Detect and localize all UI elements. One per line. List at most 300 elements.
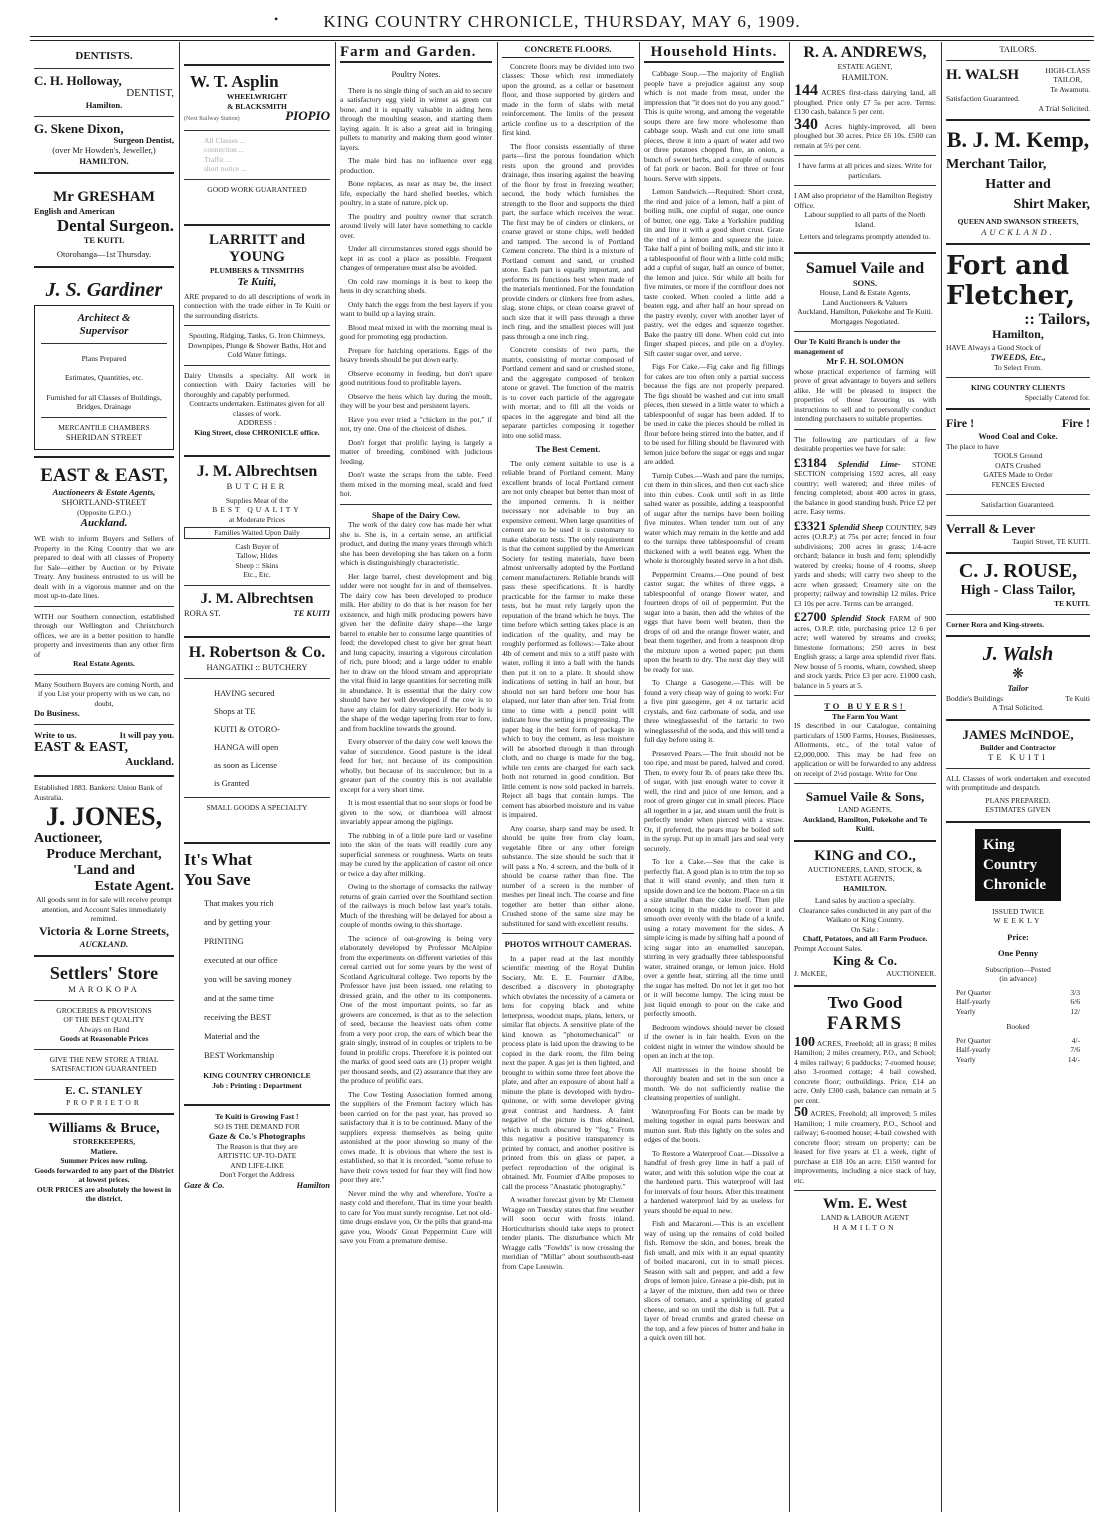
household-paragraph: Peppermint Creams.—One pound of best castor sugar, the whites of three eggs, a tablespoonful of orange flower water, and fourteen drops of oil of peppermint. Put the sugar into a basin, then add the whites of the eggs that have been well beaten, then the drops of oil and the orange flower water, and beat them together, and from a teaspoon drop the mixture upon a wetted paper; put them upon the hearth to dry. The next day they will be ready for use. — [644, 569, 784, 674]
gardiner-name: J. S. Gardiner — [45, 278, 163, 301]
east-role: Auctioneers & Estate Agents, — [52, 486, 156, 497]
vaile-role2: Land Auctioneers & Valuers — [822, 297, 908, 307]
poultry-paragraph: The poultry and poultry owner that scratch around lively will later have something to cackle over. — [340, 211, 492, 240]
walsh-role1: HIGH-CLASS — [1045, 65, 1090, 75]
buyers-sub: The Farm You Want — [832, 711, 898, 721]
dairy-paragraph: Every observer of the dairy cow well knows the value of succulence. Good pasture is the ideal feed for her, not because of its composition wholly, but because of its succulence; but in a greater part of the country this is not available except for a very short time. — [340, 737, 492, 794]
poultry-paragraph: Prepare for hatching operations. Eggs of the heavy breeds should be put down early. — [340, 345, 492, 364]
rate-period: Yearly — [956, 1054, 976, 1064]
gresham-note: Otorohanga—1st Thursday. — [56, 249, 152, 259]
rate-price: 6/6 — [1070, 997, 1080, 1006]
rouse-town: TE KUITI. — [1054, 599, 1090, 608]
dixon-town: HAMILTON. — [79, 155, 129, 166]
cement-article — [502, 459, 634, 929]
rate-period: Per Quarter — [956, 1035, 991, 1045]
robertson-body-lines — [214, 684, 330, 792]
farm2-body: ACRES, Freehold; all improved; 5 miles Hamilton; 1 mile creamery, P.O., School and railway; 6-roomed house; 4-bail cowshed with concrete floor; stream on property; can be leased for five years at £1 a week, right of purchase at £18 10s an acre. £150 wanted for improvements, including a nice stack of hay, etc. — [794, 1109, 936, 1185]
issued-label: ISSUED TWICE — [992, 906, 1044, 916]
andrews-l2: Acres highly-improved, all been ploughed but 30 acres. Price £6 10s. £500 can remain at 5½ per cent. — [794, 121, 936, 150]
poultry-paragraph: Under all circumstances stored eggs should be kept in as cool a place as possible. Frequent changes of temperature must also be avoided. — [340, 244, 492, 272]
ad-larritt — [184, 232, 330, 437]
save-body-line: and by getting your — [204, 917, 271, 927]
fort-line1: Fort and — [946, 251, 1070, 281]
ad-andrews — [794, 44, 936, 242]
ad-fort-fletcher — [946, 251, 1090, 402]
price-label: Price: — [1007, 931, 1029, 942]
wb-role: STOREKEEPERS, — [72, 1137, 136, 1146]
ad-h-walsh — [946, 66, 1090, 114]
save-body-lines — [204, 894, 330, 1065]
settlers-l5: GIVE THE NEW STORE A TRIAL — [49, 1054, 159, 1064]
walsh-name: H. WALSH — [946, 66, 1020, 83]
stanley-role: PROPRIETOR — [66, 1097, 142, 1107]
kcc-line2: Country — [983, 856, 1038, 873]
column-3 — [336, 42, 496, 1512]
established-note: Established 1883. Bankers: Union Bank of Australia. — [34, 783, 163, 802]
photos-paragraph: A weather forecast given by Mr Clement Wragge on Tuesday states that fine weather will soon occur with frosts inland. Horticulturists should take steps to protect tender plants. The disturbance which Mr Wragge calls "Fowlds" is now crossing the meridian of "Millar" about southsouth-east from Cape Leeuwin. — [502, 1195, 634, 1271]
settlers-l3: Always on Hand — [78, 1024, 130, 1034]
section-farm-garden: Farm and Garden. — [340, 44, 492, 63]
vaile-branch: Our Te Kuiti Branch is under the management of — [794, 337, 901, 356]
holloway-town: Hamilton. — [85, 100, 123, 110]
vaile2-towns: Auckland, Hamilton, Pukekohe and Te Kuiti. — [802, 814, 928, 833]
gresham-role: Dental Surgeon. — [56, 215, 174, 235]
rate-period: Half-yearly — [956, 1045, 991, 1054]
ad-williams-bruce — [34, 1121, 174, 1204]
gardiner-role1: Architect & — [77, 311, 131, 324]
asplin-name: W. T. Asplin — [190, 72, 279, 91]
albrechtsen-name: J. M. Albrechtsen — [196, 463, 318, 480]
household-paragraph: Waterproofing For Boots can be made by melting together in equal parts beeswax and mutton suet. Rub this lightly on the soles and edges of the boots. — [644, 1106, 784, 1144]
larritt-role: PLUMBERS & TINSMITHS — [209, 266, 305, 275]
fort-l5: Specially Catered for. — [1024, 392, 1090, 402]
vaile-towns: Auckland, Hamilton, Pukekohe and Te Kuiti. — [797, 307, 933, 316]
asplin-role2: & BLACKSMITH — [227, 101, 287, 111]
jwalsh-emblem-icon: ❋ — [1012, 667, 1024, 682]
asplin-faded-line: Traffic ... — [204, 154, 232, 164]
jones-body: All goods sent in for sale will receive prompt attention, and Account Sales immediately remitted. — [36, 895, 172, 923]
booked-row — [956, 1045, 1080, 1055]
gardiner-l1: Plans Prepared — [81, 353, 127, 363]
albrechtsen-role: BUTCHER — [226, 481, 288, 491]
albrechtsen-name2: J. M. Albrechtsen — [200, 590, 314, 607]
settlers-l6: SATISFACTION GUARANTEED — [51, 1064, 157, 1073]
mcindoe-name: JAMES McINDOE, — [962, 726, 1074, 742]
larritt-addr-label: ADDRESS : — [237, 418, 277, 427]
king-mgr-role: AUCTIONEER. — [886, 969, 936, 978]
east-write: Write to us. — [34, 729, 77, 740]
save-body-line: receiving the BEST — [204, 1012, 272, 1022]
household-paragraph: Cabbage Soup.—The majority of English people have a prejudice against any soup which is not made from meat, under the impression that "it does not do you any good." This is quite wrong, and among the vegetable soups there are few more wholesome than cabbage soup. Wash and cut one into small pieces, throw it into a quart of water add two or three potatoes chopped fine, an onion, a bunch of sweet herbs, and a couple of ounces of fat pork or bacon. Boil for three or four hours. Serve with sippets. — [644, 69, 784, 183]
asplin-faded-line: All Classes ... — [204, 135, 246, 145]
ad-gardiner — [34, 278, 174, 450]
dairy-paragraph: The work of the dairy cow has made her what she is. She is, in a certain sense, an artificial product, and during the many years through which she has been developing she has taken on a form which is distinguishingly characteristic. — [340, 520, 492, 567]
p1-body: STONE SECTION comprising 1592 acres, all easy country; well watered; and three miles of fencing completed; about 400 acres in grass, the balance in good standing bush. Price £2 per acre. Easy terms. — [794, 459, 936, 516]
fort-l1: HAVE Always a Good Stock of — [946, 342, 1042, 352]
albrechtsen-cash-line: Cash Buyer of — [235, 541, 279, 551]
robertson-body-line: KUITI & OTORO- — [214, 723, 280, 734]
east-pay: It will pay you. — [119, 729, 174, 740]
larritt-body: ARE prepared to do all descriptions of work in connection with the trade either in Te Kuiti or the surrounding districts. — [184, 291, 330, 320]
concrete-paragraph: Concrete consists of two parts, the matrix, consisting of mortar composed of Portland cement and sand or crushed stone, and the aggregate composed of broken stone or gravel. The function of the matrix is to cover each particle of the aggregate with mortar, and to fill all the voids or spaces in the aggregate and bind all the separate particles composing it together into one solid mass. — [502, 345, 634, 440]
column-1 — [30, 42, 178, 1512]
east-name2: EAST & EAST, — [34, 740, 129, 755]
rate-period: Per Quarter — [956, 987, 991, 997]
east-body2: WITH our Southern connection, established through our Wellington and Christchurch offices, we are in a better position to handle property and investments than any other firm of — [34, 611, 174, 659]
masthead-rule — [30, 36, 1094, 41]
cement-paragraph: Any coarse, sharp sand may be used. It should be quite free from clay loam, vegetable fibre or any other foreign substance. The size should be such that it will pass a No. 4 screen, and the bulk of it should be coarse rather than fine. The number of a screen is the number of meshes per lineal inch. The coarse and fine together are better than either alone. Crushed stone of the same size may be substituted for sand with excellent results. — [502, 823, 634, 928]
vaile2-name: Samuel Vaile & Sons, — [805, 789, 925, 804]
rouse-addr: Corner Rora and King-streets. — [946, 619, 1045, 629]
gresham-town: TE KUITI. — [83, 234, 125, 245]
save-body-line: BEST Workmanship — [204, 1050, 275, 1060]
subscription-row — [956, 1007, 1080, 1017]
ad-gresham — [34, 188, 174, 260]
save-line2: You Save — [184, 870, 251, 889]
walsh-l1: Satisfaction Guaranteed. — [946, 94, 1020, 103]
poultry-title: Poultry Notes. — [391, 69, 441, 79]
verrall-name: Verrall & Lever — [946, 520, 1036, 536]
asplin-faded-lines — [204, 136, 330, 174]
rate-price: 4/- — [1071, 1035, 1080, 1045]
king-name2: King & Co. — [833, 953, 897, 968]
vaile-name: Samuel Vaile and — [805, 259, 925, 277]
robertson-body-line: Shops at TE — [214, 705, 256, 716]
gaze-l6: AND LIFE-LIKE — [230, 1160, 284, 1170]
household-paragraph: Turnip Cubes.—Wash and pare the turnips, cut them in thin slices, and then cut each slice into thin cubes. Cook until soft in as little salted water as possible, adding a teaspoonful of sugar after the turnips have been boiling five minutes. When tender turn out of any water which may remain in the kettle and add to the turnips three tablespoonsful of cream thickened with a well beaten egg. When the whole is thoroughly heated serve in a hot dish. — [644, 470, 784, 565]
dixon-name: G. Skene Dixon, — [34, 120, 124, 136]
ad-king-co — [794, 848, 936, 979]
poultry-paragraph: Don't forget that prolific laying is largely a matter of breeding, combined with judicious feeding. — [340, 437, 492, 466]
rouse-name: C. J. ROUSE, — [958, 560, 1078, 582]
asplin-town: PIOPIO — [285, 108, 330, 123]
farms-title1: Two Good — [827, 992, 903, 1012]
wb-l1: Summer Prices now ruling. — [60, 1156, 148, 1165]
albrechtsen-l1: Supplies Meat of the — [225, 495, 289, 505]
fort-l2: TWEEDS, Etc., — [990, 352, 1046, 362]
ad-dixon — [34, 122, 174, 167]
p2-body: COUNTRY, 949 acres (O.R.P.) at 75s per acre; fenced in four subdivisions; 200 acres in grass; 1/4-acre orchard; balance in bush and fern; splendidly watered by creeks; house of 4 rooms, sheep yards and sheds; will carry two sheep to the acre when grassed; Creamery site on the property; railway and township 12 miles. Price £3 10s per acre. Terms can be arranged. — [794, 522, 937, 608]
fort-l3: To Select From. — [993, 362, 1042, 372]
ad-verrall — [946, 416, 1090, 546]
settlers-l2: OF THE BEST QUALITY — [63, 1015, 145, 1024]
rate-price: 3/3 — [1070, 987, 1080, 997]
gaze-town: Hamilton — [296, 1179, 330, 1190]
mcindoe-body: ALL Classes of work undertaken and executed with promptitude and despatch. — [946, 773, 1090, 792]
save-body-line: and at the same time — [204, 993, 274, 1003]
rouse-role: High - Class Tailor, — [960, 583, 1076, 598]
dixon-role: Surgeon Dentist, — [113, 134, 174, 145]
gardiner-role2: Supervisor — [79, 324, 129, 337]
ad-settlers — [34, 963, 174, 1107]
king-town: HAMILTON. — [843, 883, 887, 893]
fort-town: Hamilton, — [992, 327, 1044, 341]
ad-holloway — [34, 74, 174, 111]
gaze-l2: SO IS THE DEMAND FOR — [214, 1121, 300, 1131]
vaile-mgr: Mr F. H. SOLOMON — [826, 356, 904, 366]
gardiner-addr1: MERCANTILE CHAMBERS — [58, 422, 150, 432]
vaile2-role: LAND AGENTS, — [838, 805, 892, 814]
albrechtsen-fam: Families Waited Upon Daily — [184, 527, 330, 539]
settlers-name: Settlers' Store — [49, 963, 159, 983]
concrete-title: CONCRETE FLOORS. — [502, 44, 634, 58]
kemp-l1: Merchant Tailor, — [946, 157, 1047, 172]
booked-label: Booked — [1006, 1022, 1030, 1031]
column-2 — [180, 42, 334, 1512]
gresham-name: Mr GRESHAM — [53, 189, 155, 205]
east-name: EAST & EAST, — [40, 464, 168, 486]
larritt-body4: Contracts undertaken. Estimates given for all classes of work. — [189, 399, 325, 418]
dixon-addr: (over Mr Howden's, Jeweller,) — [52, 145, 156, 155]
east-city: Auckland. — [80, 517, 128, 529]
poultry-paragraph: Only hatch the eggs from the best layers if you want to build up a laying strain. — [340, 299, 492, 318]
dairy-paragraph: The science of oat-growing is being very elaborately developed by Professor McAlpine from the experiments on different varieties of this cereal carried out for some years by the west of Scotland Agricultural college. Two reports by the Professor have just been issued, one relating to dressed grain, and the other to its components. One of the most important points, so far as growers are concerned, is that as to the selection of seed, because the heaviest oats often come from a very poor crop, the ears of which bear the grain singly, instead of in couples or triplets to be found in prolific crops. Therefore it is pointed out the marks of good seed oats are (1) proper weight per thousand seeds, and (2) assurance that they are the produce of prolific ears. — [340, 933, 492, 1085]
asplin-town-prefix: (Next Railway Station) — [184, 116, 240, 122]
jwalsh-town: Te Kuiti — [1065, 693, 1090, 703]
king-role: AUCTIONEERS, LAND, STOCK, & ESTATE AGENTS, — [807, 864, 923, 883]
rate-price: 14/- — [1067, 1054, 1080, 1064]
larritt-addr: King Street, close CHRONICLE office. — [194, 427, 320, 437]
east-city2: Auckland. — [125, 756, 174, 768]
andrews-l2-num: 340 — [794, 115, 818, 133]
cement-title: The Best Cement. — [535, 444, 601, 454]
save-body-line: you will be saving money — [204, 974, 292, 984]
kcc-dept: Job : Printing : Department — [212, 1080, 302, 1090]
settlers-town: MAROKOPA — [68, 984, 140, 994]
andrews-l1: ACRES first-class dairying land, all ploughed. Price only £7 5s per acre. Terms: £130 cash, balance 5 per cent. — [794, 88, 937, 116]
jones-role3: 'Land and — [73, 863, 135, 878]
gaze-l7: Don't Forget the Address — [219, 1170, 295, 1179]
east-dobiz: Do Business. — [34, 708, 80, 718]
p2-price: £3321 — [794, 517, 827, 533]
king-l5: Prompt Account Sales. — [794, 943, 863, 953]
fort-line3: :: Tailors, — [1024, 311, 1090, 328]
kemp-l2: Hatter and — [985, 177, 1051, 192]
andrews-l5: Labour supplied to all parts of the North Island. — [804, 210, 926, 229]
west-name: Wm. E. West — [823, 1196, 907, 1212]
jwalsh-role: Tailor — [1007, 683, 1029, 693]
king-l2: Clearance sales conducted in any part of the Waikato or King Country. — [798, 905, 932, 924]
photos-title: PHOTOS WITHOUT CAMERAS. — [504, 939, 632, 949]
concrete-paragraph: The floor consists essentially of three parts—first the porous foundation which rests upon the ground and provides drainage, thus insuring against the heaving of the floor by frost in freezing weather; second, the body which furnishes the strength to the floor and supports the third part, the surface which receives the wear. The first may be of cinders or clinkers, or coarse gravel or stone chips, well bedded and tamped. The second is of Portland Cement concrete. The third is a mixture of Portland cement and sand, or crushed stone. Each part is equally important, and performs its functions best when made of the materials mentioned. For the foundation provide cinders or clinkers free from ashes, slag, stone chips, or clean coarse gravel of such size that it will pass through a three inch ring, and the smallest pieces will just pass through a one inch ring. — [502, 141, 634, 341]
subscription-row — [956, 988, 1080, 998]
ad-printing — [184, 850, 330, 1090]
household-paragraph: To Ice a Cake.—See that the cake is perfectly flat. A good plan is to trim the top so that it will stand evenly, and then turn it upside down and ice the bottom. Place on a tin a size smaller than the cake itself. Then pile enough icing in the middle to cover it and smooth over evenly with the blade of a knife, using a rotary movement for the sides. A simple icing is made by sifting half a pound of icing sugar into an enamelled saucepan, stirring in very gradually three tablespoonsful water, strained orange, or lemon juice. Hold over a gentle heat, stirring all the time until the sugar has melted. Do not let it get too hot or it will become lumpy. The icing must be just liquid enough to pour on the cake and perfectly smooth. — [644, 857, 784, 1018]
ad-kcc-subscription — [946, 829, 1090, 1065]
buyers-body: IS described in our Catalogue, containing particulars of 1500 Farms, Houses, Businesses, Allotments, etc., of the total value of £2,000,000. This may be had free on application or will be forwarded to any address on receipt of 2½d postage. Write for One — [794, 721, 936, 778]
east-street: SHORTLAND-STREET — [61, 497, 147, 507]
wood-coal: Wood Coal and Coke. — [978, 431, 1058, 441]
walsh-town: Te Awamutu. — [1050, 84, 1090, 94]
fire-right: Fire ! — [1061, 416, 1090, 430]
photos-paragraph: In a paper read at the last monthly scientific meeting of the Royal Dublin Society, Mr. E. E. Fournier d'Albe, described a discovery in photography which obviates the necessity of a camera or lens for copying black and white letterpress, woodcut maps, plans, letters, or similar flat objects. A sensitive plate of the kind known as "photomechanical" or process plate is laid upon the drawing to be copied in the dark room, the film being next the paper. A gas jet is then lighted, and brought to within some three feet above the plate, and after an exposure of about half a minute the plate is developed with hydro-quinone, or with some developer giving great contrast and hardness. A faint negative of the picture is thus obtained, which is much obscured by "fog." From this negative a positive transparency is printed by contact, and another positive is printed from this on glass or paper, a perfect reproduction of the original is obtained. Mr. Fournier d'Albe proposes to call the process "Anastatic photography." — [502, 953, 634, 1191]
dairy-paragraph: The rubbing in of a little pure lard or vaseline into the skin of the teats will readily cure any superficial soreness or roughness. Warts on teats may be cured by the application of castor oil once or twice a day after milking. — [340, 830, 492, 878]
walsh-l2: A Trial Solicited. — [1038, 103, 1090, 113]
gresham-sub: English and American — [34, 206, 115, 216]
section-tailors: TAILORS. — [999, 44, 1037, 54]
fire-left: Fire ! — [946, 416, 975, 430]
masthead-title: KING COUNTRY CHRONICLE, THURSDAY, MAY 6, 1909. — [323, 12, 801, 31]
kemp-l3: Shirt Maker, — [1013, 197, 1090, 212]
dairy-paragraph: Her large barrel, chest development and big udder were not sought for in and of themselves. The dairy cow has been developed to produce milk. Her ability to do that is her reason for her existence, and high milk producing powers have given her the definite dairy shape—the large barrel to enable her to consume large quantities of feed; the developed chest to give her great heart and lung capacity, insuring a vigorous circulation of rich, pure blood; and a large udder to enable her to draw on the blood stream and appropriate the vital fluid in large quantities for secreting milk in abundance. It is essential that the dairy cow should have her well developed if the cow is to have any claim for dairy superiority. Her body is the shape of the wedge tapering from rear to fore, and from backline towards the ground. — [340, 571, 492, 733]
poultry-paragraph: The male bird has no influence over egg production. — [340, 156, 492, 175]
ad-gaze — [184, 1112, 330, 1190]
place-item: OATS Crushed — [995, 460, 1041, 470]
household-paragraph: Lemon Sandwich.—Required: Short crust, the rind and juice of a lemon, half a pint of boiling milk, one cupful of sugar, one ounce of butter, one egg. Take a Yorkshire pudding tin and line it with a good short crust. Grate the rind of a lemon and squeeze the juice. Take half a pint of boiling milk, and stir into it a tablespoonful of flour with a little cold milk; add a cupful of sugar, half an ounce of butter, the lemon and juice. Stir while all boils for five minutes, or more if the cornflour does not taste cooked. When cooled a little add a beaten egg, and after half an hour spread on the pastry evenly, cover with another layer of pastry, wet the edges and squeeze together. Bake the pastry till done. When cold cut into finger shaped pieces, and pile on a d'oyley. Sift caster sugar over, and serve. — [644, 187, 784, 358]
save-body-line: Material and the — [204, 1031, 260, 1041]
jones-role2: Produce Merchant, — [46, 847, 162, 862]
household-paragraph: Fish and Macaroni.—This is an excellent way of using up the remains of cold boiled fish. Remove the skin, and bones, break the fish small, and mix with it an equal quantity of boiled macaroni, cut in to small pieces. Season with salt and pepper, and add a few drops of lemon juice. Grease a pie-dish, put in a layer of the mixture, then add two or three slices of tomato, and a sprinkling of grated cheese, and so on until the dish is full. Put a layer of bread crumbs and grated cheese on the top, and a few pieces of butter and bake in a quick oven till hot. — [644, 1219, 784, 1342]
albrechtsen-cash-list — [184, 542, 330, 580]
robertson-body-line: is Granted — [214, 777, 250, 788]
andrews-role: ESTATE AGENT, — [837, 62, 893, 71]
albrechtsen-cash-line: Etc., Etc. — [243, 570, 271, 579]
masthead — [30, 12, 1094, 38]
jones-name: J. JONES, — [45, 802, 163, 831]
jones-streets: Victoria & Lorne Streets, — [39, 923, 169, 938]
andrews-l3: I have farms at all prices and sizes. Write for particulars. — [797, 161, 933, 180]
gaze-l5: ARTISTIC UP-TO-DATE — [217, 1151, 297, 1160]
farm1-body: ACRES, Freehold; all in grass; 8 miles Hamilton; 2 miles creamery, P.O., and School; 4 miles railway; 6 paddocks; 7-roomed house; also 3-roomed cottage; 4 bail cowshed, concrete floor; outbuildings. Price, £14 an acre. Only £300 cash, balance can remain at 5 per cent. — [794, 1038, 936, 1105]
column-4 — [498, 42, 638, 1512]
mcindoe-est: ESTIMATES GIVEN — [985, 805, 1051, 814]
mcindoe-plans: PLANS PREPARED. — [985, 795, 1051, 805]
ad-mcindoe — [946, 727, 1090, 815]
poultry-article — [340, 86, 492, 499]
holloway-name: C. H. Holloway, — [34, 73, 122, 88]
jwalsh-name: J. Walsh — [982, 643, 1054, 665]
mcindoe-role: Builder and Contractor — [980, 742, 1056, 752]
asplin-guarantee: GOOD WORK GUARANTEED — [207, 184, 307, 194]
kcc-line1: King — [983, 836, 1015, 853]
east-opp: (Opposite G.P.O.) — [77, 507, 131, 517]
verrall-satisfaction: Satisfaction Guaranteed. — [981, 500, 1055, 509]
ad-kemp — [946, 127, 1090, 237]
fort-l4: KING COUNTRY CLIENTS — [970, 383, 1066, 392]
robertson-body-line: HANGA will open — [214, 741, 279, 752]
cement-paragraph: The only cement suitable to use is a reliable brand of Portland cement. Many excellent brands of local Portland cement are not only cheaper but better than most of the imported cements. It is neither necessary nor advisable to buy an expensive cement. When large quantities of cement are to be used it is customary to make elaborate tests. The only requirement is that the cement supplied by the American Society for testing materials, have been almost universally adopted by the Portland cement manufacturers. Reliable brands will pass these specifications. It is hardly practicable for the farmer to make these tests, but he must rely largely upon the reputation of the brand which he buys. The time before which setting takes place is an indication of the quality, and may be roughly performed as follows:—Take about 4lb of cement and mix to a stiff paste with water, rolling it into a ball with the hands then put it on to a plate. It should show indications of setting in half an hour, but should not set hard before one hour has elapsed, nor later than after ten. Trial from time to time with a pencil point will indicate how the setting is progressing. The paper bag is the best form of package in which to buy the cement, as less moisture will be absorbed through it than through cloth, and no charge is made for the bag, while ten cents are charged for each sack both not returned in good condition. But little cement is now sold packed in barrels. Reject all bags that contain lumps. The cement has absorbed moisture and its value is impaired. — [502, 458, 634, 819]
ad-albrechtsen — [184, 463, 330, 618]
king-l4: Chaff, Potatoes, and all Farm Produce. — [802, 934, 928, 943]
ad-east — [34, 464, 174, 770]
save-body-line: That makes you rich — [204, 898, 274, 908]
p1-title: Splendid Lime- — [837, 458, 901, 469]
albrechtsen-cash-line: Sheep :: Skins — [235, 560, 279, 570]
poultry-paragraph: Observe the hens which lay during the moult, they will be your best and persistent layers. — [340, 391, 492, 410]
concrete-paragraph: Concrete floors may be divided into two classes: Those which rest immediately upon the ground, as a cellar or basement floor, and those supported by girders and made in the form of slabs with metal reinforcement. The limits of the present article confine us to a description of the first kind. — [502, 61, 634, 137]
place-item: GATES Made to Order — [983, 470, 1053, 479]
booked-row — [956, 1055, 1080, 1065]
household-paragraph: Bedroom windows should never be closed if the owner is in fair health. Even on the coldest night in winter the window should be open an inch at the top. — [644, 1022, 784, 1060]
asplin-role1: WHEELWRIGHT — [226, 92, 288, 101]
west-town: HAMILTON — [833, 1222, 897, 1232]
ad-vaile — [794, 260, 936, 691]
household-paragraph: Preserved Pears.—The fruit should not be too ripe, and must be pared, halved and cored. Then, to every four lb. of pears take three lbs. of sugar, with just enough water to cover it well, the rind and juice of one lemon, and a root of green ginger cut in small pieces. Place all together in a jar, and steam until the fruit is perfectly tender when pierced with a straw. Or, if preferred, the pears may be boiled soft in the syrup. Put up in small jars and seal very securely. — [644, 748, 784, 853]
east-body2-end: Real Estate Agents. — [73, 659, 135, 668]
kemp-addr: QUEEN AND SWANSON STREETS, — [957, 217, 1079, 226]
poultry-paragraph: Blood meal mixed in with the morning meal is good for promoting egg production. — [340, 322, 492, 341]
gardiner-l3: Furnished for all Classes of Buildings, Bridges, Drainage — [46, 392, 162, 411]
king-name: KING and CO., — [814, 847, 916, 864]
ad-rouse — [946, 560, 1090, 629]
p1-price: £3184 — [794, 454, 827, 470]
save-body-line: executed at our office — [204, 955, 278, 965]
dairy-paragraph: Owing to the shortage of cornsacks the railway returns of grain carried over the Southland section of the railways is much below last year's totals. Much of the threshing will be delayed for about a couple of months owing to this shortage. — [340, 882, 492, 929]
wb-name: Williams & Bruce, — [48, 1121, 160, 1136]
ad-two-farms — [794, 993, 936, 1233]
gardiner-addr2: SHERIDAN STREET — [65, 432, 143, 442]
ad-jones — [34, 802, 174, 949]
andrews-town: HAMILTON. — [841, 71, 889, 82]
jones-city: AUCKLAND. — [79, 938, 129, 949]
subscription-rates — [956, 988, 1080, 1017]
albrechtsen-l2: BEST QUALITY — [212, 505, 302, 514]
poultry-paragraph: On cold raw mornings it is best to keep the hens in dry scratching sheds. — [340, 276, 492, 295]
p3-price: £2700 — [794, 609, 827, 624]
booked-rates — [956, 1036, 1080, 1065]
gaze-name: Gaze & Co. — [184, 1179, 225, 1190]
vaile-mort: Mortgages Negotiated. — [830, 316, 900, 326]
rate-period: Half-yearly — [956, 997, 991, 1006]
fort-line2: Fletcher, — [946, 281, 1076, 311]
robertson-sub: HANGATIKI :: BUTCHERY — [206, 662, 308, 672]
larritt-town: Te Kuiti, — [237, 275, 277, 288]
east-body3: Many Southern Buyers are coming North, and if you List your property with us we can, no doubt, — [34, 679, 174, 708]
wb-l3: OUR PRICES are absolutely the lowest in the district. — [36, 1184, 172, 1203]
price-value: One Penny — [998, 948, 1038, 958]
larritt-body2: Spouting, Ridging, Tanks, G. Iron Chimneys, Downpipes, Plunge & Shower Baths, Hot and Cold Water fittings. — [188, 331, 326, 359]
settlers-l1: GROCERIES & PROVISIONS — [56, 1005, 152, 1015]
albrechtsen-l3: at Moderate Prices — [228, 514, 286, 524]
place-item: FENCES Erected — [991, 479, 1045, 489]
albrechtsen-cash-line: Tallow, Hides — [236, 551, 278, 560]
farm2-num: 50 — [794, 1105, 808, 1120]
ad-robertson — [184, 644, 330, 812]
larritt-body3: Dairy Utensils a specialty. All work in connection with Dairy factories will be thoroughly and capably performed. — [184, 370, 330, 399]
save-line1: It's What — [184, 850, 253, 869]
ad-j-walsh — [946, 643, 1090, 713]
west-role: LAND & LABOUR AGENT — [820, 1213, 910, 1222]
household-paragraph: To Restore a Waterproof Coat.—Dissolve a handful of fresh grey lime in half a pail of water, and with this solution wipe the coat at the hardened parts. This waterproof will last for intervals of four hours. After this treatment a hardened waterproof laid by as useless for years should be equal to new. — [644, 1148, 784, 1215]
verrall-addr: Taupiri Street, TE KUITI. — [1012, 536, 1090, 546]
vaile-role: House, Land & Estate Agents, — [819, 288, 911, 297]
sub-adv: (in advance) — [999, 974, 1037, 983]
weekly-label: WEEKLY — [993, 916, 1043, 925]
p2-title: Splendid Sheep — [828, 521, 884, 532]
king-l1: Land sales by auction a specialty. — [814, 896, 916, 905]
dairy-title: Shape of the Dairy Cow. — [371, 509, 461, 520]
holloway-role: DENTIST, — [126, 87, 174, 99]
farms-title2: FARMS — [826, 1012, 904, 1034]
column-6 — [790, 42, 940, 1512]
andrews-name: R. A. ANDREWS, — [803, 44, 927, 61]
kemp-city: AUCKLAND. — [981, 226, 1055, 237]
place-item: TOOLS Ground — [993, 451, 1043, 460]
dairy-paragraph: It is most essential that no sour slops or food be given to the sow, or diarrhoea will almost invariably appear among the piglings. — [340, 798, 492, 826]
dairy-paragraph: The Cow Testing Association formed among the suppliers of the Fremont factory which has been carried on for the past year, has proved so satisfactory that it is to be continued. Many of the suppliers express themselves as being quite astonished at the poor showing so many of the cows made. It is obvious that where the test is established, so that it is recorded, "some refuse to have their cows tested for fear they will find how poor they are." — [340, 1089, 492, 1184]
subscription-row — [956, 997, 1080, 1007]
gaze-l1: Te Kuiti is Growing Fast ! — [215, 1112, 299, 1121]
rate-price: 12/ — [1070, 1006, 1080, 1016]
kcc-line3: Chronicle — [983, 876, 1047, 893]
page-marker: • — [274, 12, 280, 26]
column-7 — [942, 42, 1094, 1512]
east-body: WE wish to inform Buyers and Sellers of Property in the King Country that we are prepared to deal with all classes of Property for Sale—either by Auction or by Private Treaty. Any business entrusted to us will be dealt with in a vigorous manner and on the most up-to-date lines. — [34, 534, 174, 600]
vaile-sons: SONS. — [852, 277, 878, 288]
poultry-paragraph: Don't waste the scraps from the table. Feed them mixed in the morning meal, scald and feed hot. — [340, 470, 492, 498]
kcc-name: KING COUNTRY CHRONICLE — [203, 1071, 311, 1080]
place-label: The place to have — [946, 441, 1000, 451]
